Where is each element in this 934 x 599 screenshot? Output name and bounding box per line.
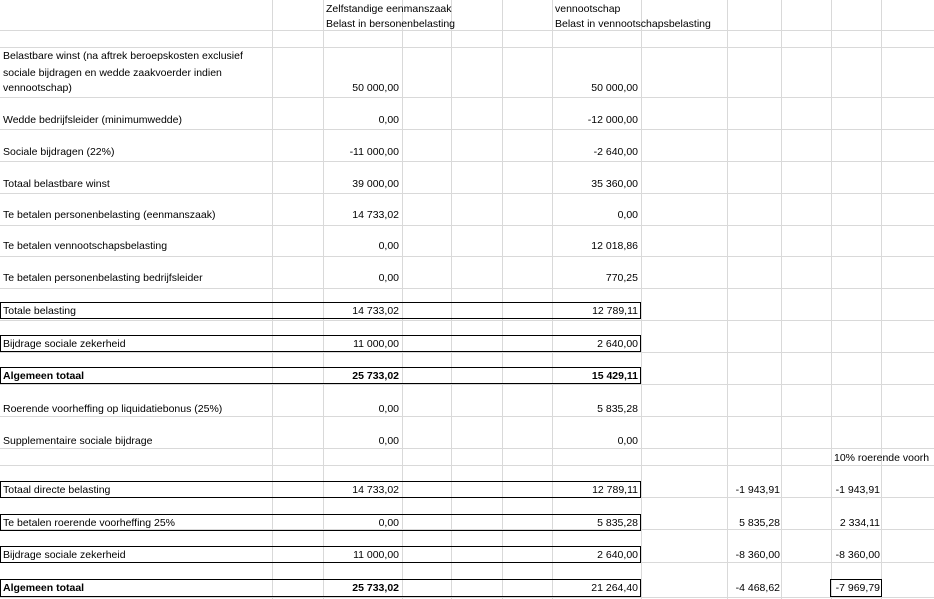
value-eenmanszaak[interactable]: 14 733,02: [352, 305, 399, 317]
gridline-vertical: [881, 0, 882, 599]
row-label[interactable]: Sociale bijdragen (22%): [3, 146, 115, 158]
gridline-horizontal: [0, 384, 934, 385]
row-label-line[interactable]: vennootschap): [3, 82, 72, 94]
gridline-horizontal: [0, 416, 934, 417]
gridline-vertical: [781, 0, 782, 599]
row-label[interactable]: Totaal belastbare winst: [3, 178, 110, 190]
gridline-vertical: [641, 0, 642, 599]
gridline-horizontal: [0, 30, 934, 31]
value-eenmanszaak[interactable]: 25 733,02: [352, 582, 399, 594]
value-vennootschap[interactable]: -12 000,00: [587, 114, 638, 126]
value-vennootschap[interactable]: 12 789,11: [592, 484, 638, 496]
value-eenmanszaak[interactable]: 11 000,00: [353, 549, 399, 561]
value-vennootschap[interactable]: 5 835,28: [597, 517, 638, 529]
header-eenmanszaak-subtitle[interactable]: Belast in bersonenbelasting: [326, 18, 456, 30]
row-label[interactable]: Bijdrage sociale zekerheid: [3, 338, 126, 350]
value-vennootschap[interactable]: 12 789,11: [592, 305, 638, 317]
gridline-horizontal: [0, 47, 934, 48]
value-vennootschap[interactable]: 50 000,00: [591, 82, 638, 94]
value-eenmanszaak[interactable]: 39 000,00: [352, 178, 399, 190]
row-label[interactable]: Totaal directe belasting: [3, 484, 111, 496]
row-label[interactable]: Algemeen totaal: [3, 370, 85, 382]
value-difference-10pct[interactable]: -7 969,79: [835, 582, 880, 594]
gridline-vertical: [727, 0, 728, 599]
gridline-horizontal: [0, 320, 934, 321]
value-difference[interactable]: -1 943,91: [735, 484, 780, 496]
value-vennootschap[interactable]: 5 835,28: [597, 403, 638, 415]
value-vennootschap[interactable]: 2 640,00: [597, 338, 638, 350]
value-vennootschap[interactable]: 2 640,00: [597, 549, 638, 561]
value-eenmanszaak[interactable]: 50 000,00: [352, 82, 399, 94]
row-label[interactable]: Algemeen totaal: [3, 582, 85, 594]
header-vennootschap-title[interactable]: vennootschap: [555, 3, 621, 15]
gridline-horizontal: [0, 288, 934, 289]
row-label-line[interactable]: Belastbare winst (na aftrek beroepskosten exclusief: [3, 50, 243, 62]
gridline-horizontal: [0, 193, 934, 194]
gridline-horizontal: [0, 465, 934, 466]
row-label[interactable]: Bijdrage sociale zekerheid: [3, 549, 126, 561]
value-vennootschap[interactable]: 21 264,40: [591, 582, 638, 594]
value-eenmanszaak[interactable]: 0,00: [378, 435, 399, 447]
value-eenmanszaak[interactable]: 14 733,02: [352, 484, 399, 496]
grand-total-border: [0, 367, 641, 384]
row-label[interactable]: Te betalen personenbelasting bedrijfsleider: [3, 272, 203, 284]
gridline-vertical: [323, 0, 324, 599]
row-label[interactable]: Te betalen roerende voorheffing 25%: [3, 517, 176, 529]
gridline-horizontal: [0, 97, 934, 98]
row-label[interactable]: Wedde bedrijfsleider (minimumwedde): [3, 114, 182, 126]
row-label[interactable]: Te betalen vennootschapsbelasting: [3, 240, 168, 252]
value-vennootschap[interactable]: 0,00: [617, 209, 638, 221]
value-vennootschap[interactable]: 35 360,00: [591, 178, 638, 190]
value-vennootschap[interactable]: 0,00: [617, 435, 638, 447]
row-label[interactable]: Supplementaire sociale bijdrage: [3, 435, 153, 447]
value-vennootschap[interactable]: -2 640,00: [593, 146, 638, 158]
value-difference-10pct[interactable]: -1 943,91: [835, 484, 880, 496]
row-label[interactable]: Roerende voorheffing op liquidatiebonus (25%): [3, 403, 223, 415]
value-eenmanszaak[interactable]: 14 733,02: [352, 209, 399, 221]
header-eenmanszaak-title[interactable]: Zelfstandige eenmanszaak: [326, 3, 452, 15]
gridline-horizontal: [0, 256, 934, 257]
value-difference[interactable]: -4 468,62: [735, 582, 780, 594]
value-difference[interactable]: -8 360,00: [735, 549, 780, 561]
gridline-vertical: [402, 0, 403, 599]
value-eenmanszaak[interactable]: 0,00: [378, 272, 399, 284]
row-label[interactable]: Totale belasting: [3, 305, 76, 317]
gridline-horizontal: [0, 352, 934, 353]
gridline-vertical: [451, 0, 452, 599]
gridline-horizontal: [0, 597, 934, 598]
gridline-vertical: [831, 0, 832, 599]
gridline-vertical: [272, 0, 273, 599]
value-difference-10pct[interactable]: 2 334,11: [839, 517, 880, 529]
gridline-horizontal: [0, 448, 934, 449]
value-vennootschap[interactable]: 770,25: [605, 272, 638, 284]
gridline-horizontal: [0, 161, 934, 162]
value-vennootschap[interactable]: 15 429,11: [591, 370, 638, 382]
header-vennootschap-subtitle[interactable]: Belast in vennootschapsbelasting: [555, 18, 711, 30]
value-eenmanszaak[interactable]: 0,00: [378, 114, 399, 126]
gridline-vertical: [552, 0, 553, 599]
value-eenmanszaak[interactable]: 0,00: [378, 240, 399, 252]
value-eenmanszaak[interactable]: 0,00: [378, 517, 399, 529]
row-label[interactable]: Te betalen personenbelasting (eenmanszaak): [3, 209, 216, 221]
grand-total-border-2: [0, 579, 641, 597]
value-difference[interactable]: 5 835,28: [739, 517, 780, 529]
row-label-line[interactable]: sociale bijdragen en wedde zaakvoerder indien: [3, 67, 222, 79]
value-eenmanszaak[interactable]: 0,00: [378, 403, 399, 415]
value-eenmanszaak[interactable]: 25 733,02: [352, 370, 399, 382]
gridline-horizontal: [0, 129, 934, 130]
side-note[interactable]: 10% roerende voorh: [834, 452, 930, 464]
value-difference-10pct[interactable]: -8 360,00: [835, 549, 880, 561]
total-tax-border: [0, 302, 641, 319]
gridline-horizontal: [0, 225, 934, 226]
value-eenmanszaak[interactable]: 11 000,00: [353, 338, 399, 350]
value-eenmanszaak[interactable]: -11 000,00: [349, 146, 399, 158]
value-vennootschap[interactable]: 12 018,86: [591, 240, 638, 252]
gridline-vertical: [502, 0, 503, 599]
